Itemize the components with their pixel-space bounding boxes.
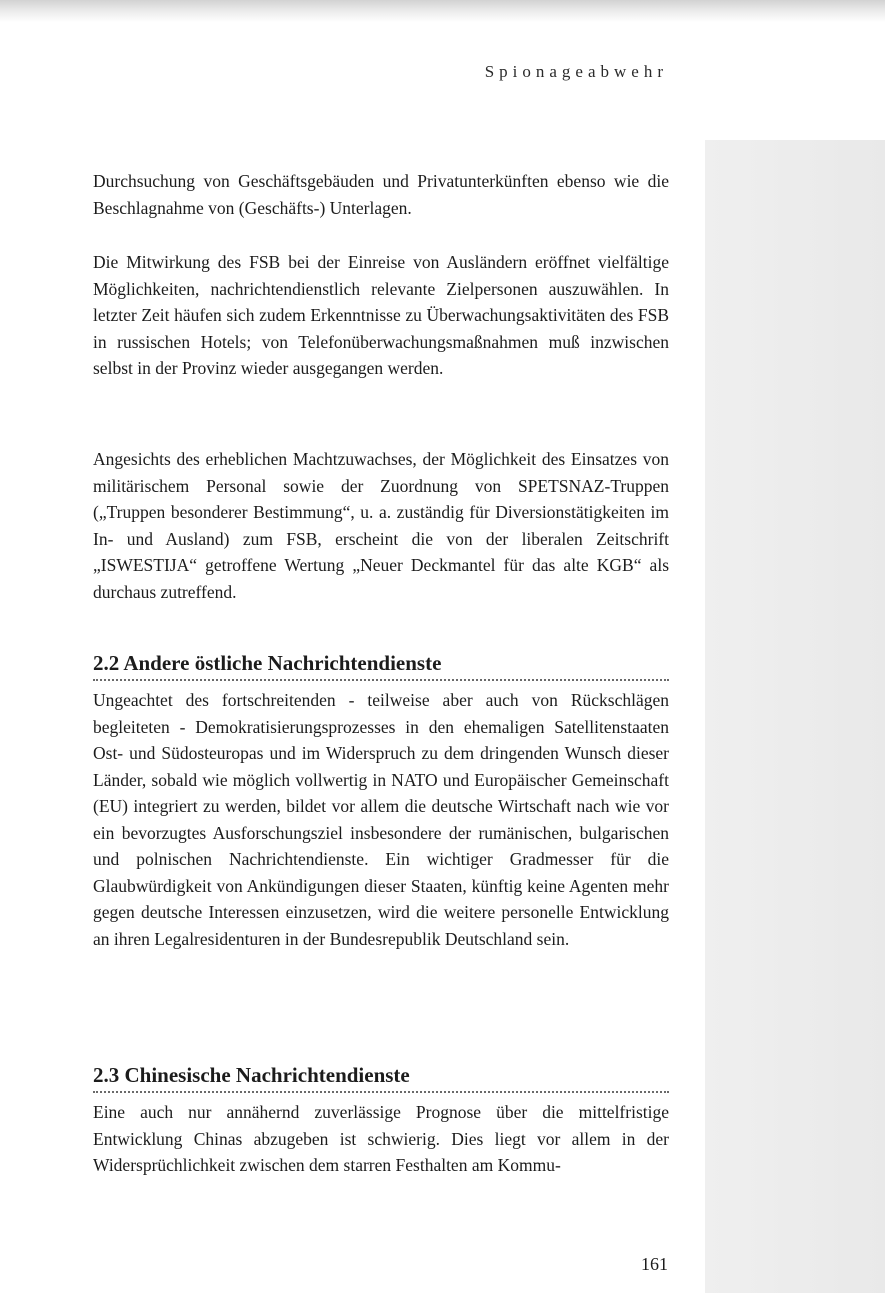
section-heading: 2.3 Chinesische Nachrichtendienste xyxy=(93,1062,669,1093)
running-head: Spionageabwehr xyxy=(484,62,668,81)
paragraph: Durchsuchung von Geschäftsgebäuden und Privatunterkünften ebenso wie die Beschlagnahme von (Geschäfts-) Unterlagen. xyxy=(93,171,669,218)
paragraph: Angesichts des erheblichen Machtzuwachses, der Möglichkeit des Einsatzes von militärischem Personal sowie der Zuordnung von SPETSNAZ-Truppen („Truppen besonderer Bestimmung“, u. a. zuständig für Diversionstätigkeiten im In- und Ausland) zum FSB, erscheint die von der liberalen Zeitschrift „ISWESTIJA“ getroffene Wertung „Neuer Deckmantel für das alte KGB“ als durchaus zutreffend. xyxy=(93,449,669,602)
scan-shadow xyxy=(0,0,885,22)
paragraph: Ungeachtet des fortschreitenden - teilweise aber auch von Rückschlägen begleiteten - Demokratisierungsprozesses in den ehemaligen Satellitenstaaten Ost- und Südosteuropas und im Widerspruch zu dem dringenden Wunsch dieser Länder, sobald wie möglich vollwertig in NATO und Europäischer Gemeinschaft (EU) integriert zu werden, bildet vor allem die deutsche Wirtschaft nach wie vor ein bevorzugtes Ausforschungsziel insbesondere der rumänischen, bulgarischen und polnischen Nachrichtendienste. Ein wichtiger Gradmesser für die Glaubwürdigkeit von Ankündigungen dieser Staaten, künftig keine Agenten mehr gegen deutsche Interessen einzusetzen, wird die weitere personelle Entwicklung an ihren Legalresidenturen in der Bundesrepublik Deutschland sein. xyxy=(93,690,669,949)
page-number: 161 xyxy=(641,1254,668,1274)
page-margin-shade xyxy=(705,140,885,1293)
paragraph: Eine auch nur annähernd zuverlässige Prognose über die mittelfristige Entwicklung Chinas abzugeben ist schwierig. Dies liegt vor allem in der Widersprüchlichkeit zwischen dem starren Festhalten am Kommu- xyxy=(93,1102,669,1175)
section-heading: 2.2 Andere östliche Nachrichtendienste xyxy=(93,650,669,681)
paragraph: Die Mitwirkung des FSB bei der Einreise von Ausländern eröffnet vielfältige Möglichkeiten, nachrichtendienstlich relevante Zielpersonen auszuwählen. In letzter Zeit häufen sich zudem Erkenntnisse zu Überwachungsaktivitäten des FSB in russischen Hotels; von Telefonüberwachungsmaßnahmen muß inzwischen selbst in der Provinz wieder ausgegangen werden. xyxy=(93,252,669,378)
